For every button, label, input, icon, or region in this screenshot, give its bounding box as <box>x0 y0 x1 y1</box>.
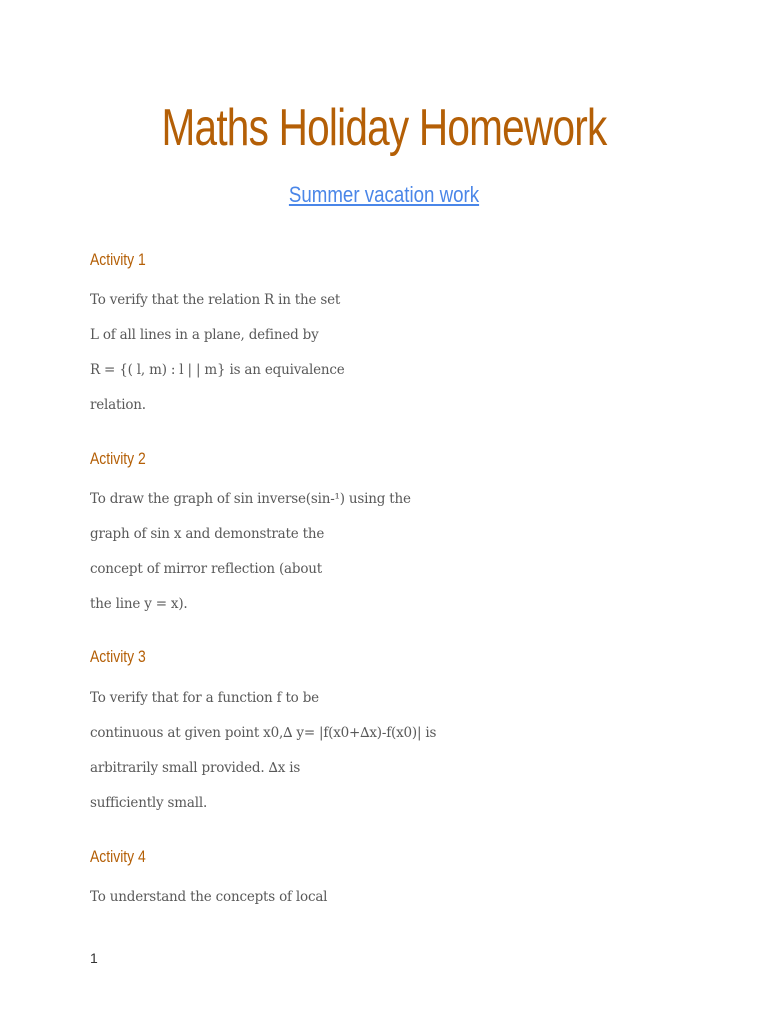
activity-1-heading: Activity 1 <box>90 250 146 269</box>
activity-4-line: To understand the concepts of local <box>90 889 328 905</box>
activity-3-line: sufficiently small. <box>90 795 208 811</box>
document-title: Maths Holiday Homework <box>161 99 607 157</box>
activity-2-line: graph of sin x and demonstrate the <box>90 526 325 542</box>
activity-2-line: To draw the graph of sin inverse(sin-¹) using the <box>90 491 411 507</box>
activity-3-line: arbitrarily small provided. ∆x is <box>90 760 301 776</box>
activity-3-heading: Activity 3 <box>90 647 146 666</box>
activity-2-heading: Activity 2 <box>90 449 146 468</box>
activity-3-line: continuous at given point x0,∆ y= |f(x0+∆x)-f(x0)| is <box>90 725 437 741</box>
activity-1-line: R = {( l, m) : l | | m} is an equivalence <box>90 362 345 378</box>
activity-1-line: L of all lines in a plane, defined by <box>90 327 319 343</box>
activity-4-heading: Activity 4 <box>90 847 146 866</box>
document-subtitle[interactable]: Summer vacation work <box>288 182 480 207</box>
activity-1-line: To verify that the relation R in the set <box>90 292 341 308</box>
activity-2-line: concept of mirror reflection (about <box>90 561 322 577</box>
activity-2-line: the line y = x). <box>90 596 188 612</box>
activity-1-line: relation. <box>90 397 146 413</box>
page-number: 1 <box>90 950 98 966</box>
activity-3-line: To verify that for a function f to be <box>90 690 319 706</box>
